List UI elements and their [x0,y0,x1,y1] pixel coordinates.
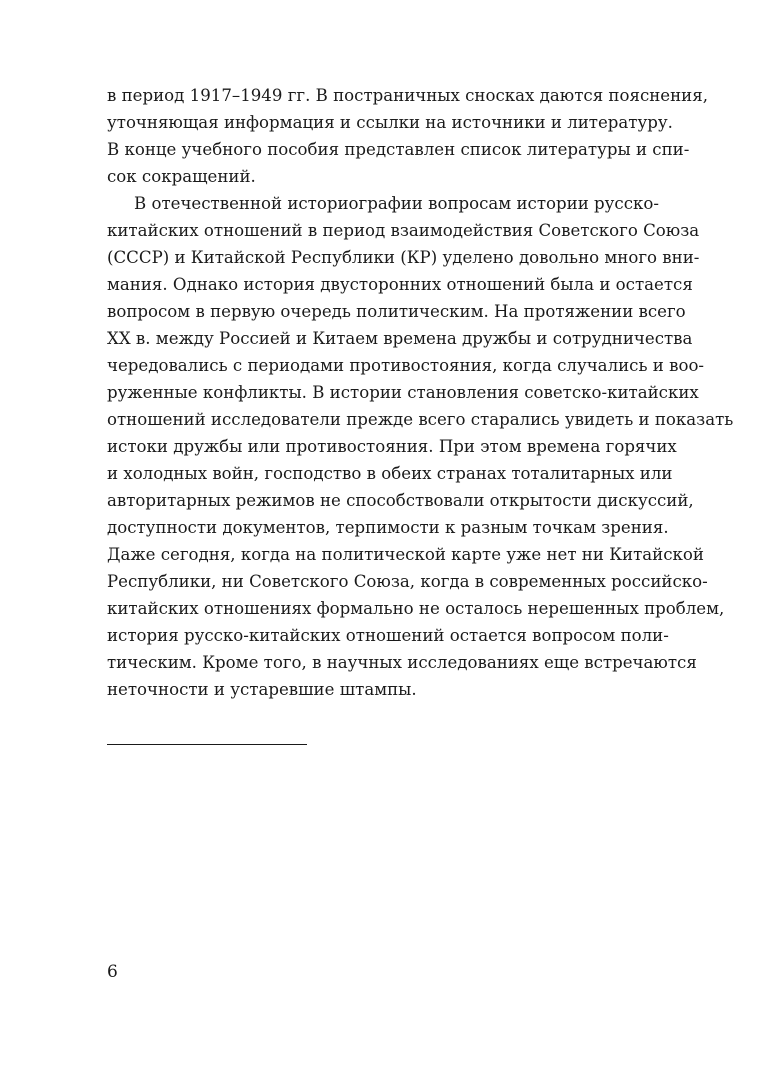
text-line: и холодных войн, господство в обеих странах тоталитарных или [107,464,673,483]
footnote-separator [107,744,307,745]
text-line: (СССР) и Китайской Республики (КР) уделено довольно много вни- [107,248,700,267]
text-line: истоки дружбы или противостояния. При этом времена горячих [107,437,677,456]
text-line: китайских отношений в период взаимодействия Советского Союза [107,221,700,240]
text-line: Республики, ни Советского Союза, когда в современных российско- [107,572,708,591]
text-line: отношений исследователи прежде всего старались увидеть и показать [107,410,734,429]
text-line: В конце учебного пособия представлен список литературы и спи- [107,140,690,159]
page-number: 6 [107,962,118,982]
text-line: сок сокращений. [107,167,256,186]
text-line: В отечественной историографии вопросам истории русско- [134,194,659,213]
text-line: мания. Однако история двусторонних отношений была и остается [107,275,693,294]
text-line: вопросом в первую очередь политическим. На протяжении всего [107,302,686,321]
text-line: тическим. Кроме того, в научных исследованиях еще встречаются [107,653,697,672]
text-line: доступности документов, терпимости к разным точкам зрения. [107,518,669,537]
text-line: китайских отношениях формально не осталось нерешенных проблем, [107,599,725,618]
text-line: руженные конфликты. В истории становления советско-китайских [107,383,699,402]
text-line: уточняющая информация и ссылки на источники и литературу. [107,113,673,132]
text-line: история русско-китайских отношений остается вопросом поли- [107,626,669,645]
text-line: неточности и устаревшие штампы. [107,680,417,699]
text-line: чередовались с периодами противостояния, когда случались и воо- [107,356,705,375]
text-line: Даже сегодня, когда на политической карте уже нет ни Китайской [107,545,704,564]
text-line: авторитарных режимов не способствовали открытости дискуссий, [107,491,694,510]
text-line: XX в. между Россией и Китаем времена дружбы и сотрудничества [107,329,693,348]
text-line: в период 1917–1949 гг. В постраничных сносках даются пояснения, [107,86,708,105]
